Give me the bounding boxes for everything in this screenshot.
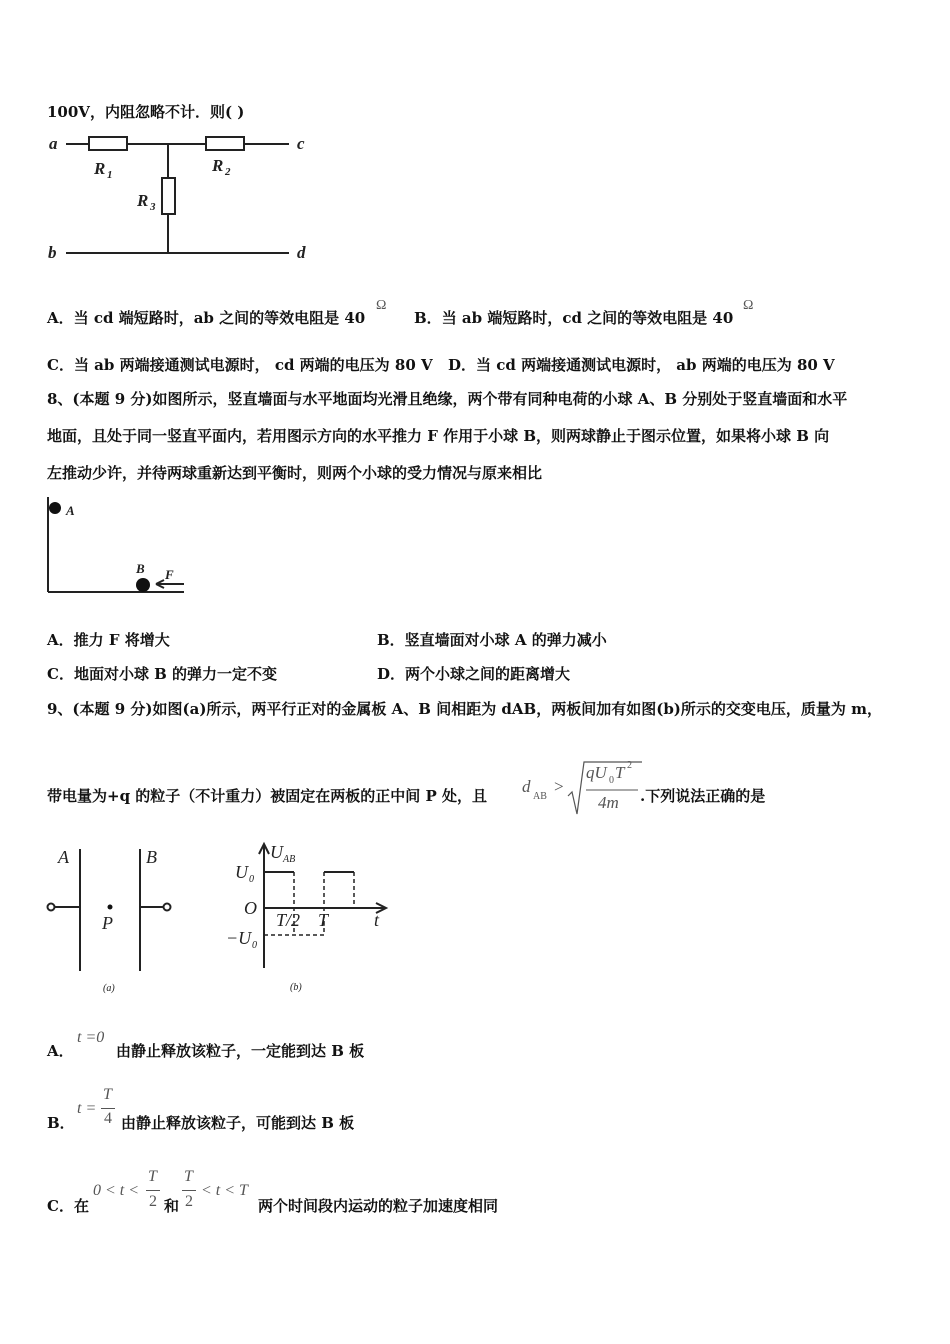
circuit-diagram (44, 128, 319, 268)
q7-option-b-text: 当 ab 端短路时，cd 之间的等效电阻是 40 (441, 309, 734, 327)
q7-option-b[interactable] (414, 308, 733, 328)
neg-u0-label: −U (226, 928, 252, 948)
q7-option-a[interactable] (47, 308, 365, 328)
u0-label: U (235, 862, 248, 882)
figure-a-caption: (a) (103, 983, 115, 994)
voltage-waveform-figure (222, 838, 392, 995)
t-axis-label: t (374, 910, 380, 930)
opt-c-ineq2: < t < T (201, 1182, 248, 1199)
t-label: T (318, 910, 329, 930)
q7-option-a-label: A． (47, 309, 74, 327)
ball-b-label: B (136, 561, 145, 576)
r1-sub: 1 (107, 169, 113, 181)
terminal-d-label: d (297, 243, 306, 262)
opt-c-t1: T (148, 1168, 157, 1185)
cond-gt: > (554, 777, 564, 796)
cond-num-sub: 0 (609, 775, 614, 786)
u0-sub: 0 (249, 874, 254, 885)
force-f-label: F (165, 567, 174, 582)
r3-sub: 3 (150, 201, 156, 213)
u-ab-label: U (270, 842, 283, 862)
ball-a-label: A (66, 503, 75, 518)
q9-option-c-and: 和 (164, 1197, 180, 1215)
cond-d: d (522, 777, 531, 796)
r2-label: R (212, 156, 224, 175)
q7-option-b-label: B． (414, 309, 442, 327)
q8-option-b[interactable]: B．竖直墙面对小球 A 的弹力减小 (377, 631, 607, 649)
q8-stem-line2: 地面，且处于同一竖直平面内，若用图示方向的水平推力 F 作用于小球 B，则两球静止于图示位置，如果将小球 B 向 (47, 427, 830, 445)
q7-option-a-text: 当 cd 端短路时，ab 之间的等效电阻是 40 (73, 309, 366, 327)
q7-option-c-text: 当 ab 两端接通测试电源时， cd 两端的电压为 80 V (73, 356, 433, 374)
parallel-plates-figure (44, 843, 184, 995)
u-ab-sub: AB (283, 854, 296, 865)
plate-a-label: A (58, 847, 69, 867)
q9-option-a-label[interactable]: A． (47, 1042, 74, 1060)
neg-u0-sub: 0 (252, 940, 257, 951)
q9-stem-line1: 9、(本题 9 分)如图(a)所示，两平行正对的金属板 A、B 间相距为 dAB，两板间加有如图(b)所示的交变电压，质量为 m， (47, 700, 882, 718)
terminal-c-label: c (297, 134, 305, 153)
cond-num: qU (586, 763, 607, 782)
q7-option-b-ohm: Ω (743, 298, 754, 313)
opt-c-t2: T (184, 1168, 193, 1185)
opt-b-num: T (103, 1086, 112, 1103)
opt-b-fraction-bar (101, 1108, 115, 1109)
q9-option-b-label[interactable]: B． (47, 1114, 75, 1132)
r1-label: R (94, 159, 106, 178)
t-half-label: T/2 (276, 910, 301, 930)
q9-option-b-math (75, 1084, 120, 1134)
cond-num-sup: 2 (627, 760, 632, 771)
opt-b-den: 4 (104, 1110, 112, 1127)
terminal-b-label: b (48, 243, 57, 262)
opt-c-den1: 2 (149, 1193, 157, 1210)
opt-c-fraction-bar-2 (182, 1190, 196, 1191)
q8-stem-line1: 8、(本题 9 分)如图所示，竖直墙面与水平地面均光滑且绝缘，两个带有同种电荷的小球 A、B 分别处于竖直墙面和水平 (47, 390, 848, 408)
terminal-a-label: a (49, 134, 58, 153)
q9-option-c-math-2 (181, 1168, 259, 1220)
opt-c-den2: 2 (185, 1193, 193, 1210)
cond-den: 4m (598, 793, 619, 812)
q9-option-a-text[interactable]: 由静止释放该粒子，一定能到达 B 板 (116, 1042, 365, 1060)
q9-option-a-math: t =0 (77, 1029, 105, 1046)
q7-option-d-label: D． (448, 356, 477, 374)
q7-option-d-text: 当 cd 两端接通测试电源时， ab 两端的电压为 80 V (476, 356, 835, 374)
q9-condition-formula (520, 760, 645, 820)
q7-option-c-label: C． (47, 356, 74, 374)
ball-b (136, 578, 150, 592)
q9-option-b-text[interactable]: 由静止释放该粒子，可能到达 B 板 (121, 1114, 355, 1132)
r3-label: R (137, 191, 149, 210)
q8-stem-line3: 左推动少许，并待两球重新达到平衡时，则两个小球的受力情况与原来相比 (47, 464, 543, 482)
q7-intro: 100V，内阻忽略不计．则( ) (47, 103, 245, 121)
figure-b-caption: (b) (290, 982, 302, 993)
point-p-label: P (102, 913, 113, 933)
opt-c-fraction-bar-1 (146, 1190, 160, 1191)
cond-sub: AB (533, 791, 547, 802)
q9-stem-line2-post: .下列说法正确的是 (640, 787, 766, 805)
q9-option-c-math-1 (91, 1168, 163, 1220)
ball-a (49, 502, 61, 514)
q7-option-c[interactable] (47, 355, 433, 375)
q8-option-c[interactable]: C．地面对小球 B 的弹力一定不变 (47, 665, 278, 683)
q9-option-c-text[interactable]: 两个时间段内运动的粒子加速度相同 (258, 1197, 499, 1215)
q9-option-c-label[interactable]: C．在 (47, 1197, 89, 1215)
q8-option-a[interactable]: A．推力 F 将增大 (47, 631, 170, 649)
r2-sub: 2 (225, 166, 231, 178)
q9-stem-line2-pre: 带电量为+q 的粒子（不计重力）被固定在两板的正中间 P 处，且 (47, 787, 488, 805)
opt-b-t-eq: t = (77, 1100, 97, 1117)
plate-b-label: B (146, 847, 157, 867)
origin-label: O (244, 898, 257, 918)
point-p (108, 905, 113, 910)
q7-option-a-ohm: Ω (376, 298, 387, 313)
q8-option-d[interactable]: D．两个小球之间的距离增大 (377, 665, 571, 683)
cond-num-t: T (615, 763, 625, 782)
wall-ball-diagram (44, 495, 194, 600)
opt-c-ineq1: 0 < t < (93, 1182, 140, 1199)
q7-option-d[interactable] (448, 355, 835, 375)
